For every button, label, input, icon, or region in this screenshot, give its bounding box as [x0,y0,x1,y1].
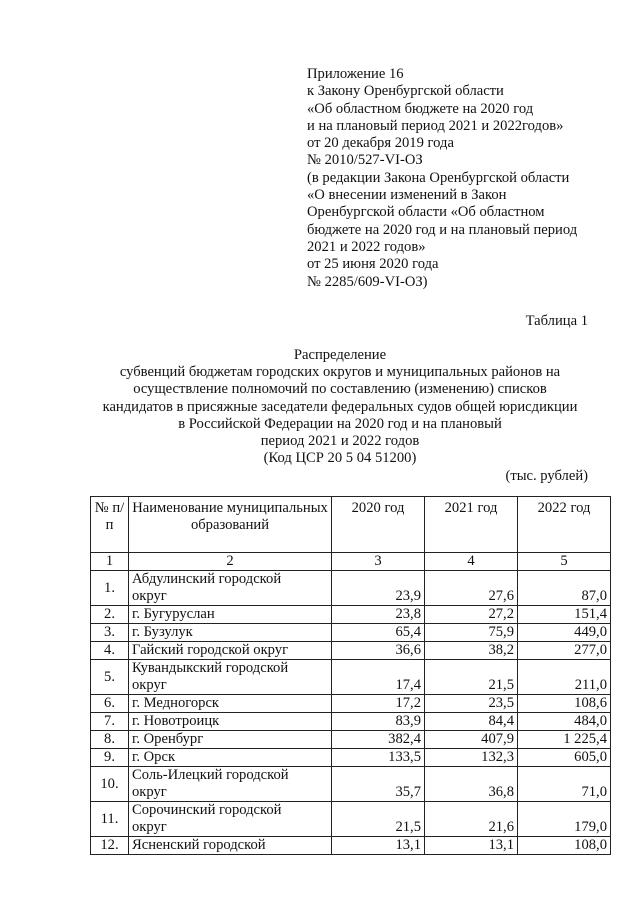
appendix-line: к Закону Оренбургской области [307,83,504,100]
municipality-name-line: Абдулинский городской [132,571,282,587]
value-2022: 71,0 [518,767,611,802]
municipality-name-line: Кувандыкский городской [132,660,289,676]
municipality-name-line: округ [132,677,167,693]
municipality-name [129,642,332,660]
column-number-row [91,553,611,571]
column-number: 4 [425,553,518,571]
value-2022: 605,0 [518,749,611,767]
value-2021: 27,2 [425,606,518,624]
municipality-name-line: Соль-Илецкий городской [132,767,289,783]
appendix-line: «О внесении изменений в Закон [307,187,507,204]
table-header-row [91,497,611,553]
table-row [91,802,611,837]
value-2021: 132,3 [425,749,518,767]
municipality-name-line: округ [132,588,167,604]
municipality-name [129,606,332,624]
row-number: 9. [91,749,129,767]
row-number: 4. [91,642,129,660]
row-number: 7. [91,713,129,731]
title-line: (Код ЦСР 20 5 04 51200) [263,450,417,467]
value-2022: 108,0 [518,837,611,855]
table-row [91,624,611,642]
appendix-line: от 25 июня 2020 года [307,256,439,273]
value-2020: 23,8 [332,606,425,624]
value-2021: 13,1 [425,837,518,855]
table-row [91,606,611,624]
units-label: (тыс. рублей) [505,468,588,484]
table-row [91,767,611,802]
table-row [91,660,611,695]
municipality-name [129,695,332,713]
value-2022: 87,0 [518,571,611,606]
row-number: 5. [91,660,129,695]
title-line: субвенций бюджетам городских округов и муниципальных районов на [119,364,561,381]
value-2020: 21,5 [332,802,425,837]
municipality-name [129,749,332,767]
column-number: 3 [332,553,425,571]
column-number: 2 [129,553,332,571]
title-line: период 2021 и 2022 годов [260,433,420,450]
value-2022: 151,4 [518,606,611,624]
municipality-name-line: Гайский городской округ [132,642,289,658]
row-number: 10. [91,767,129,802]
value-2022: 179,0 [518,802,611,837]
title-line: Распределение [293,347,387,363]
header-2021: 2021 год [425,497,518,553]
value-2021: 75,9 [425,624,518,642]
municipality-name-line: Сорочинский городской [132,802,282,818]
value-2021: 23,5 [425,695,518,713]
table-row [91,749,611,767]
appendix-line: «Об областном бюджете на 2020 год [307,100,534,117]
value-2020: 13,1 [332,837,425,855]
value-2021: 21,5 [425,660,518,695]
value-2022: 277,0 [518,642,611,660]
header-2020: 2020 год [332,497,425,553]
value-2020: 17,2 [332,695,425,713]
row-number: 8. [91,731,129,749]
appendix-line: Приложение 16 [307,66,404,82]
municipality-name-line: округ [132,819,167,835]
document-title [90,347,590,467]
table-row [91,642,611,660]
municipality-name [129,571,332,606]
municipality-name-line: Ясненский городской [132,837,266,853]
value-2020: 36,6 [332,642,425,660]
table-row [91,713,611,731]
municipality-name [129,837,332,855]
appendix-line: 2021 и 2022 годов» [307,238,426,255]
value-2022: 108,6 [518,695,611,713]
municipality-name [129,731,332,749]
value-2021: 84,4 [425,713,518,731]
title-line: в Российской Федерации на 2020 год и на плановый [178,415,502,432]
value-2020: 83,9 [332,713,425,731]
value-2021: 407,9 [425,731,518,749]
table-body [91,571,611,855]
value-2020: 23,9 [332,571,425,606]
municipality-name-line: г. Оренбург [132,731,204,747]
municipality-name-line: г. Новотроицк [132,713,220,729]
header-num: № п/п [91,497,129,553]
value-2020: 17,4 [332,660,425,695]
appendix-line: № 2285/609-VI-ОЗ) [307,273,428,290]
header-name: Наименование муниципальных образований [129,497,332,553]
table-row [91,571,611,606]
value-2020: 133,5 [332,749,425,767]
municipality-name-line: г. Бузулук [132,624,193,640]
row-number: 3. [91,624,129,642]
municipality-name [129,624,332,642]
municipality-name-line: г. Орск [132,749,176,765]
row-number: 1. [91,571,129,606]
appendix-line: от 20 декабря 2019 года [307,135,454,152]
value-2021: 27,6 [425,571,518,606]
column-number: 1 [91,553,129,571]
header-2022: 2022 год [518,497,611,553]
table-row [91,695,611,713]
table-row [91,731,611,749]
appendix-line: Оренбургской области «Об областном [307,204,545,221]
appendix-line: и на плановый период 2021 и 2022годов» [307,117,564,134]
column-number: 5 [518,553,611,571]
row-number: 11. [91,802,129,837]
value-2020: 35,7 [332,767,425,802]
table-row [91,837,611,855]
value-2022: 449,0 [518,624,611,642]
table-label: Таблица 1 [525,313,588,329]
appendix-header [307,66,607,291]
value-2021: 36,8 [425,767,518,802]
value-2022: 484,0 [518,713,611,731]
value-2020: 65,4 [332,624,425,642]
municipality-name [129,713,332,731]
row-number: 2. [91,606,129,624]
row-number: 12. [91,837,129,855]
appendix-line: (в редакции Закона Оренбургской области [307,169,570,186]
subvention-table [90,496,611,855]
municipality-name [129,802,332,837]
title-line: осуществление полномочий по составлению (изменению) списков [133,381,547,398]
municipality-name [129,767,332,802]
row-number: 6. [91,695,129,713]
title-line: кандидатов в присяжные заседатели федеральных судов общей юрисдикции [102,398,578,415]
appendix-line: № 2010/527-VI-ОЗ [307,152,423,169]
value-2020: 382,4 [332,731,425,749]
municipality-name-line: г. Бугуруслан [132,606,215,622]
municipality-name-line: г. Медногорск [132,695,220,711]
value-2021: 21,6 [425,802,518,837]
municipality-name-line: округ [132,784,167,800]
value-2021: 38,2 [425,642,518,660]
appendix-line: бюджете на 2020 год и на плановый период [307,221,578,238]
value-2022: 1 225,4 [518,731,611,749]
municipality-name [129,660,332,695]
value-2022: 211,0 [518,660,611,695]
